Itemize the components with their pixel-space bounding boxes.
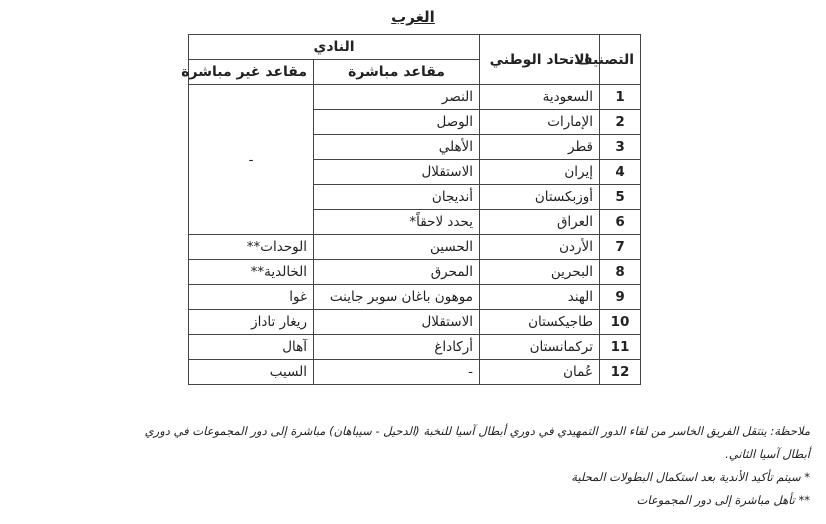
header-indirect-seats: مقاعد غير مباشرة	[189, 60, 314, 85]
rank-cell: 2	[600, 110, 641, 135]
table-row	[189, 360, 641, 385]
note-asterisk: * سيتم تأكيد الأندية بعد استكمال البطولات المحلية	[571, 470, 810, 484]
header-rank: التصنيف	[600, 35, 641, 85]
association-cell: الإمارات	[480, 110, 600, 135]
indirect-seat-cell: آهال	[189, 335, 314, 360]
direct-seat-cell: أنديجان	[314, 185, 480, 210]
direct-seat-cell: الوصل	[314, 110, 480, 135]
indirect-seat-cell: السيب	[189, 360, 314, 385]
notes	[130, 420, 810, 512]
note-main: ملاحظة: ينتقل الفريق الخاسر من لقاء الدور التمهيدي في دوري أبطال آسيا للنخبة (الدحيل - سيباهان) مباشرة إلى دور المجموعات في دوري أبطال آسيا الثاني.	[144, 424, 810, 461]
indirect-seat-cell: -	[189, 85, 314, 235]
association-cell: طاجيكستان	[480, 310, 600, 335]
rank-cell: 4	[600, 160, 641, 185]
association-cell: قطر	[480, 135, 600, 160]
indirect-seat-cell: غوا	[189, 285, 314, 310]
rank-cell: 5	[600, 185, 641, 210]
association-cell: عُمان	[480, 360, 600, 385]
rank-cell: 7	[600, 235, 641, 260]
indirect-seat-cell: الخالدية**	[189, 260, 314, 285]
direct-seat-cell: الاستقلال	[314, 310, 480, 335]
direct-seat-cell: الاستقلال	[314, 160, 480, 185]
indirect-seat-cell: ريغار تاداز	[189, 310, 314, 335]
clubs-table	[181, 34, 641, 385]
rank-cell: 11	[600, 335, 641, 360]
rank-cell: 10	[600, 310, 641, 335]
header-club: النادي	[189, 35, 480, 60]
association-cell: إيران	[480, 160, 600, 185]
rank-cell: 1	[600, 85, 641, 110]
association-cell: البحرين	[480, 260, 600, 285]
table-row	[189, 235, 641, 260]
direct-seat-cell: موهون باغان سوبر جاينت	[314, 285, 480, 310]
indirect-seat-cell: الوحدات**	[189, 235, 314, 260]
direct-seat-cell: -	[314, 360, 480, 385]
table-row	[189, 335, 641, 360]
table-row	[189, 260, 641, 285]
direct-seat-cell: النصر	[314, 85, 480, 110]
rank-cell: 9	[600, 285, 641, 310]
direct-seat-cell: أركاداغ	[314, 335, 480, 360]
association-cell: العراق	[480, 210, 600, 235]
direct-seat-cell: الأهلي	[314, 135, 480, 160]
direct-seat-cell: يحدد لاحقاً*	[314, 210, 480, 235]
direct-seat-cell: الحسين	[314, 235, 480, 260]
table-row	[189, 85, 641, 110]
association-cell: الهند	[480, 285, 600, 310]
table-title: الغرب	[391, 8, 435, 26]
association-cell: الأردن	[480, 235, 600, 260]
rank-cell: 6	[600, 210, 641, 235]
rank-cell: 8	[600, 260, 641, 285]
rank-cell: 12	[600, 360, 641, 385]
direct-seat-cell: المحرق	[314, 260, 480, 285]
header-association: الاتحاد الوطني	[480, 35, 600, 85]
table-row	[189, 285, 641, 310]
header-direct-seats: مقاعد مباشرة	[314, 60, 480, 85]
note-double-asterisk: ** تأهل مباشرة إلى دور المجموعات	[636, 493, 810, 507]
association-cell: أوزبكستان	[480, 185, 600, 210]
association-cell: تركمانستان	[480, 335, 600, 360]
association-cell: السعودية	[480, 85, 600, 110]
rank-cell: 3	[600, 135, 641, 160]
table-row	[189, 310, 641, 335]
